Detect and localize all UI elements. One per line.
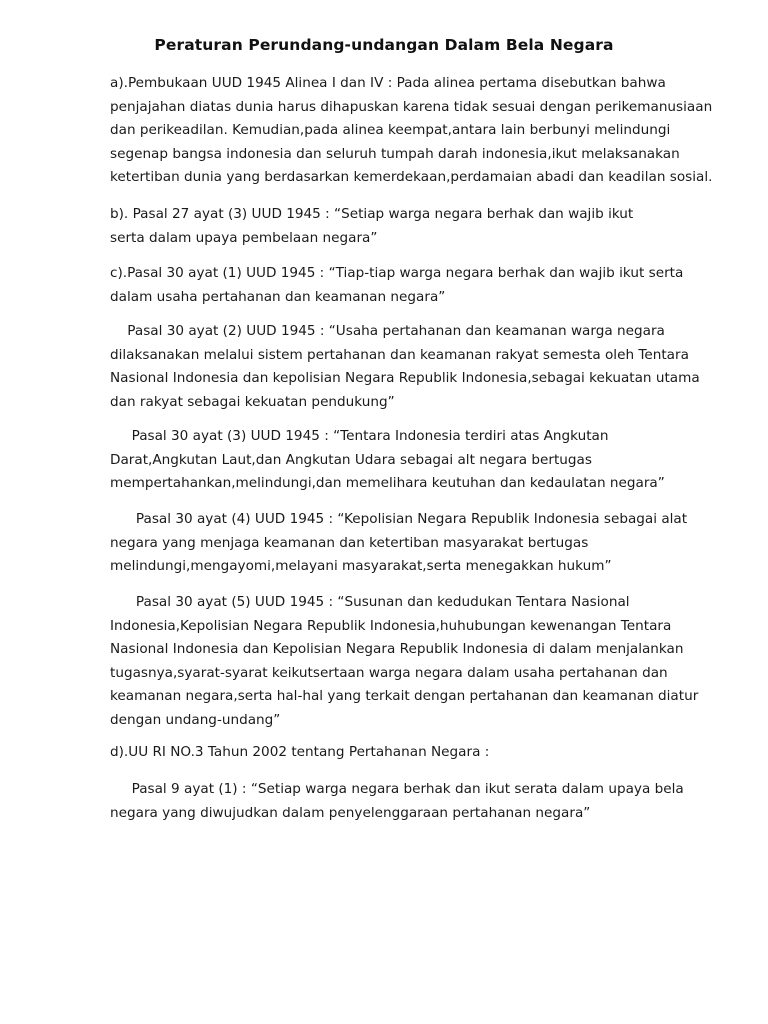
text-line: dilaksanakan melalui sistem pertahanan dan keamanan rakyat semesta oleh Tentara [110,346,689,363]
text-line: dan perikeadilan. Kemudian,pada alinea keempat,antara lain berbunyi melindungi [110,122,671,138]
text-line: Pasal 30 ayat (4) UUD 1945 : “Kepolisian Negara Republik Indonesia sebagai alat [110,511,688,527]
text-line: Nasional Indonesia dan Kepolisian Negara Republik Indonesia di dalam menjalankan [110,641,684,657]
text-line: Pasal 30 ayat (3) UUD 1945 : “Tentara Indonesia terdiri atas Angkutan [110,428,609,444]
text-line: serta dalam upaya pembelaan negara” [110,229,378,246]
paragraph-pembukaan-uud [110,72,740,190]
text-line: penjajahan diatas dunia harus dihapuskan karena tidak sesuai dengan perikemanusiaan [110,98,713,115]
text-line: dan rakyat sebagai kekuatan pendukung” [110,393,395,410]
text-line: ketertiban dunia yang berdasarkan kemerdekaan,perdamaian abadi dan keadilan sosial. [110,169,713,185]
paragraph-uu-ri-no3 [110,741,740,765]
text-line: Indonesia,Kepolisian Negara Republik Indonesia,huhubungan kewenangan Tentara [110,617,672,634]
paragraph-pasal-30-ayat-4 [110,508,740,579]
text-line: Pasal 9 ayat (1) : “Setiap warga negara berhak dan ikut serata dalam upaya bela [110,781,684,797]
text-line: negara yang diwujudkan dalam penyelenggaraan pertahanan negara” [110,804,591,821]
text-line: segenap bangsa indonesia dan seluruh tumpah darah indonesia,ikut melaksanakan [110,145,680,162]
text-line: Pasal 30 ayat (5) UUD 1945 : “Susunan dan kedudukan Tentara Nasional [110,594,630,610]
text-line: Nasional Indonesia dan kepolisian Negara Republik Indonesia,sebagai kekuatan utama [110,370,700,386]
text-line: tugasnya,syarat-syarat keikutsertaan warga negara dalam usaha pertahanan dan [110,664,668,681]
text-line: keamanan negara,serta hal-hal yang terkait dengan pertahanan dan keamanan diatur [110,688,699,704]
paragraph-pasal-9-ayat-1 [110,778,740,825]
paragraph-pasal-30-ayat-5 [110,591,740,732]
paragraph-pasal-30-ayat-3 [110,425,740,496]
text-line: dengan undang-undang” [110,711,281,728]
paragraph-pasal-30-ayat-1 [110,262,740,309]
document-title: Peraturan Perundang-undangan Dalam Bela Negara [154,36,614,54]
paragraph-pasal-30-ayat-2 [110,320,740,414]
text-line: a).Pembukaan UUD 1945 Alinea I dan IV : Pada alinea pertama disebutkan bahwa [110,75,666,91]
text-line: mempertahankan,melindungi,dan memelihara keutuhan dan kedaulatan negara” [110,475,665,491]
text-line: melindungi,mengayomi,melayani masyarakat,serta menegakkan hukum” [110,558,612,574]
text-line: dalam usaha pertahanan dan keamanan negara” [110,288,446,305]
text-line: Pasal 30 ayat (2) UUD 1945 : “Usaha pertahanan dan keamanan warga negara [110,323,665,339]
paragraph-pasal-27 [110,203,740,250]
text-line: d).UU RI NO.3 Tahun 2002 tentang Pertahanan Negara : [110,744,490,760]
text-line: b). Pasal 27 ayat (3) UUD 1945 : “Setiap warga negara berhak dan wajib ikut [110,206,634,222]
text-line: Darat,Angkutan Laut,dan Angkutan Udara sebagai alt negara bertugas [110,451,592,468]
text-line: c).Pasal 30 ayat (1) UUD 1945 : “Tiap-tiap warga negara berhak dan wajib ikut serta [110,265,684,281]
text-line: negara yang menjaga keamanan dan ketertiban masyarakat bertugas [110,534,589,551]
